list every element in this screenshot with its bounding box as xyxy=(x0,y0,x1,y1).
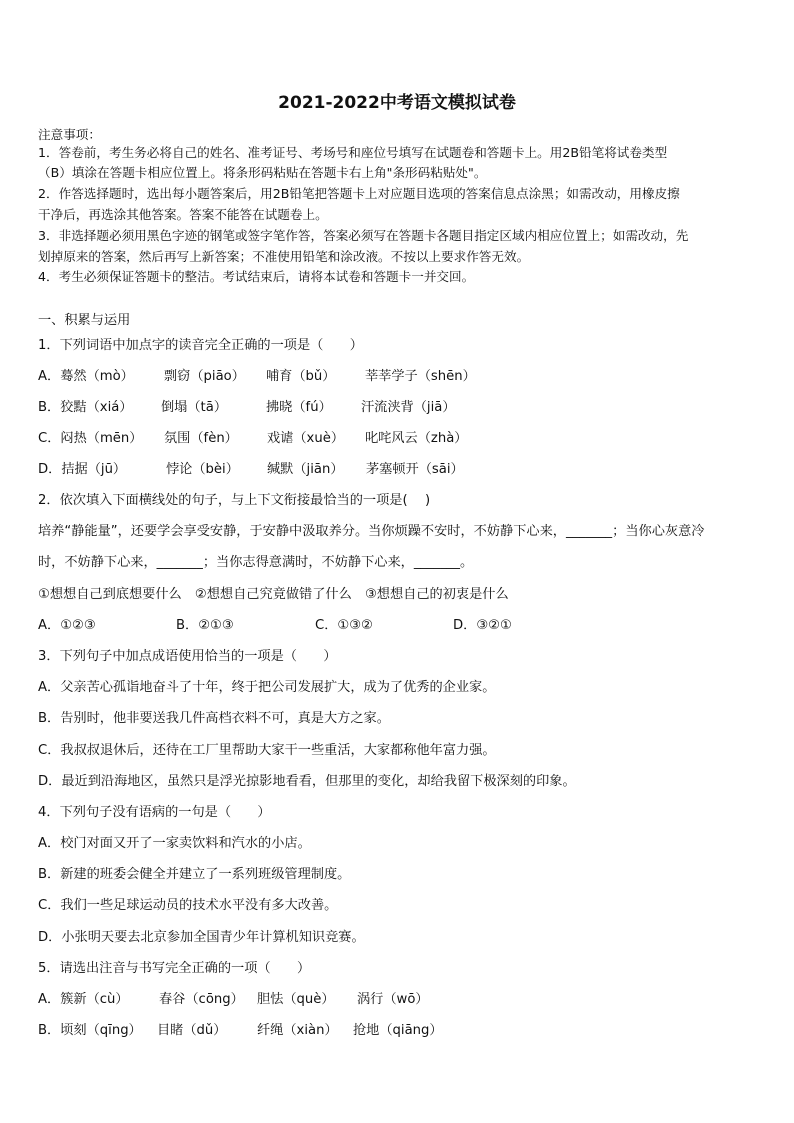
notes-line: 4．考生必须保证答题卡的整洁。考试结束后，请将本试卷和答题卡一并交回。 xyxy=(38,269,475,284)
notes-line: 1．答卷前，考生务必将自己的姓名、准考证号、考场号和座位号填写在试题卷和答题卡上。用2B铅笔将试卷类型 xyxy=(38,145,668,160)
question-1-stem: 1．下列词语中加点字的读音完全正确的一项是（ ） xyxy=(38,338,363,353)
section-heading: 一、积累与运用 xyxy=(38,313,131,328)
question-3-option-d: D．最近到沿海地区，虽然只是浮光掠影地看看，但那里的变化，却给我留下极深刻的印象。 xyxy=(38,774,576,789)
question-4-option-b: B．新建的班委会健全并建立了一系列班级管理制度。 xyxy=(38,867,351,882)
question-2-stem: 2．依次填入下面横线处的句子，与上下文衔接最恰当的一项是( ) xyxy=(38,493,431,508)
question-2-options: A．①②③ B．②①③ C．①③② D．③②① xyxy=(38,618,512,633)
question-5-option-b: B．顷刻（qīng） 目睹（dǔ） 纤绳（xiàn） 抢地（qiāng） xyxy=(38,1023,443,1038)
question-3-option-c: C．我叔叔退休后，还待在工厂里帮助大家干一些重活，大家都称他年富力强。 xyxy=(38,743,496,758)
question-2-passage: 时，不妨静下心来，_______；当你志得意满时，不妨静下心来，_______。 xyxy=(38,555,474,570)
question-1-option-c: C．闷热（mēn） 氛围（fèn） 戏谑（xuè） 叱咤风云（zhà） xyxy=(38,431,468,446)
page-title: 2021-2022中考语文模拟试卷 xyxy=(278,93,516,113)
question-4-stem: 4．下列句子没有语病的一句是（ ） xyxy=(38,805,271,820)
question-5-stem: 5．请选出注音与书写完全正确的一项（ ） xyxy=(38,961,311,976)
question-2-choices: ①想想自己到底想要什么 ②想想自己究竟做错了什么 ③想想自己的初衷是什么 xyxy=(38,587,509,602)
question-3-option-b: B．告别时，他非要送我几件高档衣料不可，真是大方之家。 xyxy=(38,711,390,726)
question-3-stem: 3．下列句子中加点成语使用恰当的一项是（ ） xyxy=(38,649,337,664)
question-1-option-b: B．狡黠（xiá） 倒塌（tā） 拂晓（fú） 汗流浃背（jiā） xyxy=(38,400,456,415)
question-1-option-d: D．拮据（jū） 悖论（bèi） 缄默（jiān） 茅塞顿开（sāi） xyxy=(38,462,464,477)
notes-line: 干净后，再选涂其他答案。答案不能答在试题卷上。 xyxy=(38,207,328,222)
question-4-option-d: D．小张明天要去北京参加全国青少年计算机知识竞赛。 xyxy=(38,930,365,945)
notes-line: 3．非选择题必须用黑色字迹的钢笔或签字笔作答，答案必须写在答题卡各题目指定区域内相应位置上；如需改动，先 xyxy=(38,228,689,243)
question-1-option-a: A．蓦然（mò） 剽窃（piāo） 哺育（bǔ） 莘莘学子（shēn） xyxy=(38,369,476,384)
notes-line: 2．作答选择题时，选出每小题答案后，用2B铅笔把答题卡上对应题目选项的答案信息点涂黑；如需改动，用橡皮擦 xyxy=(38,186,680,201)
question-4-option-c: C．我们一些足球运动员的技术水平没有多大改善。 xyxy=(38,898,338,913)
question-5-option-a: A．簇新（cù） 春谷（cōng） 胆怯（què） 涡行（wō） xyxy=(38,992,429,1007)
notes-heading: 注意事项： xyxy=(38,127,101,142)
question-2-passage: 培养“静能量”，还要学会享受安静，于安静中汲取养分。当你烦躁不安时，不妨静下心来，_______；当你心灰意冷 xyxy=(38,524,705,539)
question-3-option-a: A．父亲苦心孤诣地奋斗了十年，终于把公司发展扩大，成为了优秀的企业家。 xyxy=(38,680,496,695)
notes-line: 划掉原来的答案，然后再写上新答案；不准使用铅笔和涂改液。不按以上要求作答无效。 xyxy=(38,249,530,264)
question-4-option-a: A．校门对面又开了一家卖饮料和汽水的小店。 xyxy=(38,836,311,851)
notes-line: （B）填涂在答题卡相应位置上。将条形码粘贴在答题卡右上角"条形码粘贴处"。 xyxy=(38,165,487,180)
